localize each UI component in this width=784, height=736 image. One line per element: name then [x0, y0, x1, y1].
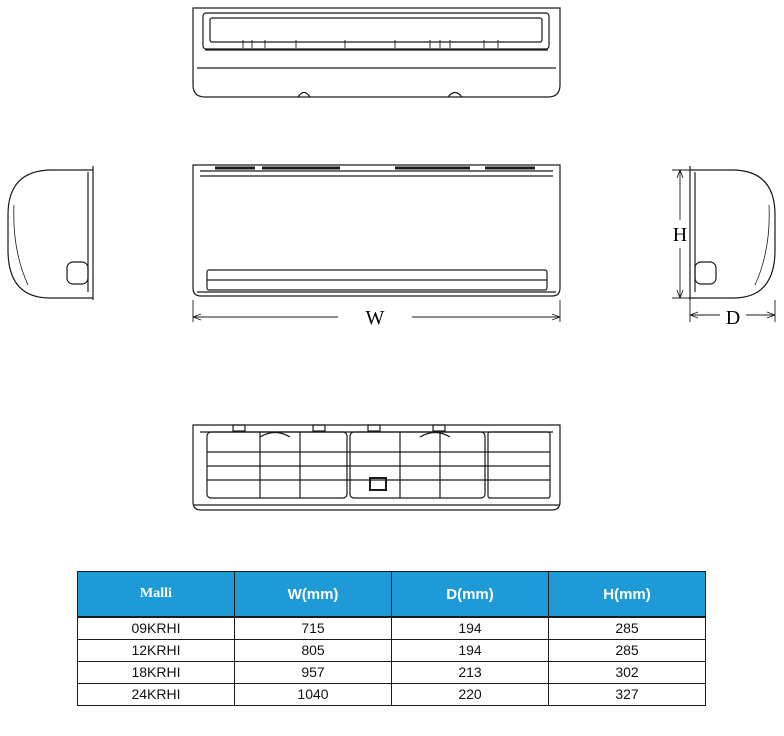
depth-label: D [725, 307, 741, 329]
cell-width: 957 [235, 662, 392, 684]
cell-model: 09KRHI [78, 617, 235, 640]
top-view [193, 8, 560, 97]
header-height: H(mm) [549, 572, 706, 618]
cell-depth: 220 [392, 684, 549, 706]
cell-model: 18KRHI [78, 662, 235, 684]
cell-width: 1040 [235, 684, 392, 706]
table-row [78, 662, 706, 684]
cell-depth: 194 [392, 640, 549, 662]
front-view [193, 165, 560, 296]
table-row [78, 617, 706, 640]
dimension-table [77, 571, 706, 706]
table-row [78, 640, 706, 662]
cell-height: 302 [549, 662, 706, 684]
width-label: W [365, 307, 385, 329]
cell-height: 285 [549, 617, 706, 640]
back-view [193, 425, 560, 510]
cell-width: 715 [235, 617, 392, 640]
left-side-view [8, 166, 93, 300]
cell-height: 285 [549, 640, 706, 662]
table-header-row [78, 572, 706, 618]
header-width: W(mm) [235, 572, 392, 618]
cell-depth: 213 [392, 662, 549, 684]
cell-model: 24KRHI [78, 684, 235, 706]
table-row [78, 684, 706, 706]
cell-depth: 194 [392, 617, 549, 640]
right-side-view [690, 166, 775, 300]
header-depth: D(mm) [392, 572, 549, 618]
cell-height: 327 [549, 684, 706, 706]
cell-model: 12KRHI [78, 640, 235, 662]
height-label: H [672, 224, 688, 246]
header-model: Malli [78, 572, 235, 618]
cell-width: 805 [235, 640, 392, 662]
